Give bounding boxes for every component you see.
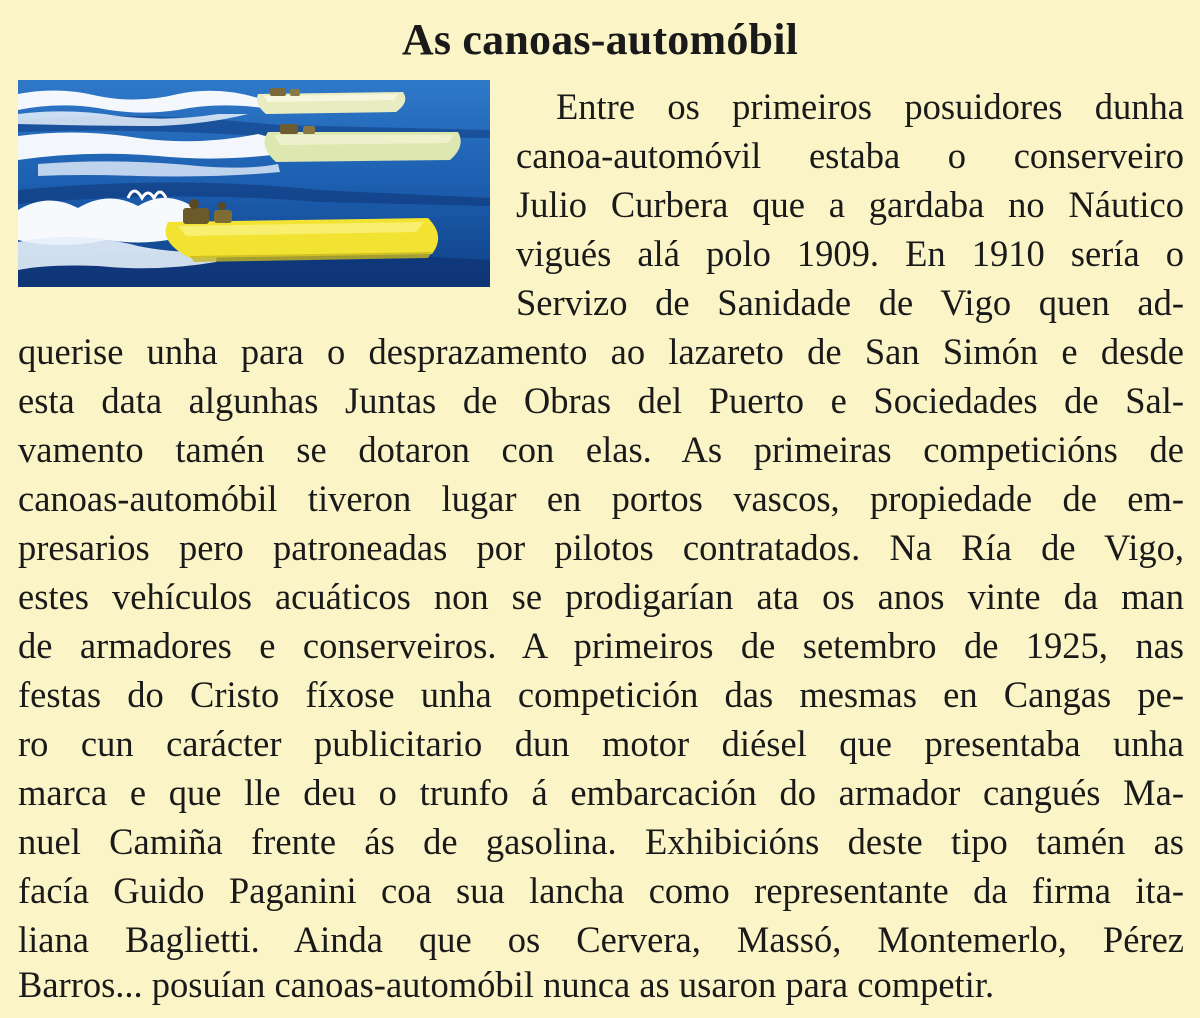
paragraph-line: canoas-automóbil tiveron lugar en portos vascos, propiedade de em- [18,478,1184,519]
paragraph-line: esta data algunhas Juntas de Obras del Puerto e Sociedades de Sal- [18,380,1184,421]
paragraph-line: nuel Camiña frente ás de gasolina. Exhibicións deste tipo tamén as [18,821,1184,862]
paragraph-line-last: Barros... posuían canoas-automóbil nunca as usaron para competir. [18,964,995,1005]
paragraph-line: Servizo de Sanidade de Vigo quen ad- [516,282,1184,323]
speedboats-image [18,80,490,287]
paragraph-line: de armadores e conserveiros. A primeiros de setembro de 1925, nas [18,625,1184,666]
paragraph-line: ro cun carácter publicitario dun motor diésel que presentaba unha [18,723,1184,764]
article-title: As canoas-automóbil [401,15,799,64]
paragraph-line: presarios pero patroneadas por pilotos contratados. Na Ría de Vigo, [18,527,1184,568]
paragraph-line: festas do Cristo fíxose unha competición das mesmas en Cangas pe- [18,674,1184,715]
paragraph-line: facía Guido Paganini coa sua lancha como representante da firma ita- [18,870,1184,911]
paragraph-line: estes vehículos acuáticos non se prodigarían ata os anos vinte da man [18,576,1184,617]
paragraph-line: querise unha para o desprazamento ao lazareto de San Simón e desde [18,331,1184,372]
speedboats-illustration [18,80,490,287]
paragraph-line: vigués alá polo 1909. En 1910 sería o [516,233,1184,274]
paragraph-line: Entre os primeiros posuidores dunha [556,86,1184,127]
paragraph-line: Julio Curbera que a gardaba no Náutico [516,184,1184,225]
paragraph-line: marca e que lle deu o trunfo á embarcación do armador cangués Ma- [18,772,1184,813]
paragraph-line: vamento tamén se dotaron con elas. As primeiras competicións de [18,429,1184,470]
paragraph-line: liana Baglietti. Ainda que os Cervera, Massó, Montemerlo, Pérez [18,919,1184,960]
paragraph-line: canoa-automóvil estaba o conserveiro [516,135,1184,176]
